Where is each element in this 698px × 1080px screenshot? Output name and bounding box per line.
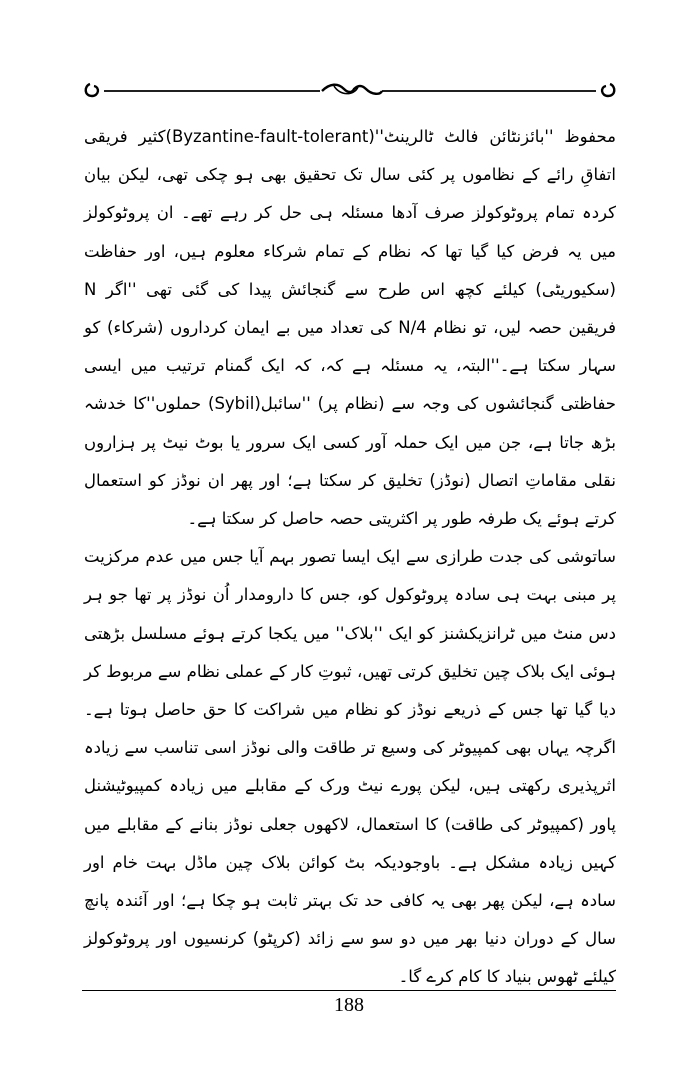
- header-ornament: [82, 74, 618, 104]
- paragraph-1-text: محفوظ ''بائزنٹائن فالٹ ٹالرینٹ''(Byzantine-fault-tolerant)کثیر فریقی اتفاقِ رائے کے نظاموں پر کئی سال تک تحقیق بھی ہو چکی تھی، لیکن بیان کردہ تمام پروٹوکولز صرف آدھا مسئلہ ہی حل کر رہے تھے۔ ان پروٹوکولز میں یہ فرض کیا گیا تھا کہ نظام کے تمام شرکاء معلوم ہیں، اور حفاظت (سکیوریٹی) کیلئے کچھ اس طرح سے گنجائش پیدا کی گئی تھی ''اگر N فریقین حصہ لیں، تو نظام N/4 کی تعداد میں بے ایمان کرداروں (شرکاء) کو سہار سکتا ہے۔''البتہ، یہ مسئلہ ہے کہ، کہ ایک گمنام ترتیب میں ایسی حفاظتی گنجائشوں کی وجہ سے (نظام پر) ''سائبل(Sybil) حملوں''کا خدشہ بڑھ جاتا ہے، جن میں ایک حملہ آور کسی ایک سرور یا بوٹ نیٹ پر ہزاروں نقلی مقاماتِ اتصال (نوڈز) تخلیق کر سکتا ہے؛ اور پھر ان نوڈز کو استعمال کرتے ہوئے یک طرفہ طور پر اکثریتی حصہ حاصل کر سکتا ہے۔: [84, 127, 616, 529]
- paragraph-2-text: ساتوشی کی جدت طرازی سے ایک ایسا تصور بہم آیا جس میں عدم مرکزیت پر مبنی بہت ہی سادہ پروٹوکول کو، جس کا دارومدار اُن نوڈز پر تھا جو ہر دس منٹ میں ٹرانزیکشنز کو ایک ''بلاک'' میں یکجا کرتے ہوئے مسلسل بڑھتی ہوئی ایک بلاک چین تخلیق کرتی تھیں، ثبوتِ کار کے عملی نظام سے مربوط کر دیا گیا تھا جس کے ذریعے نوڈز کو نظام میں شراکت کا حق حاصل ہوتا ہے۔ اگرچہ یہاں بھی کمپیوٹر کی وسیع تر طاقت والی نوڈز اسی تناسب سے زیادہ اثرپذیری رکھتی ہیں، لیکن پورے نیٹ ورک کے مقابلے میں زیادہ کمپیوٹیشنل پاور (کمپیوٹر کی طاقت) کا استعمال، لاکھوں جعلی نوڈز بنانے کے مقابلے میں کہیں زیادہ مشکل ہے۔ باوجودیکہ بٹ کوائن بلاک چین ماڈل بہت خام اور سادہ ہے، لیکن پھر بھی یہ کافی حد تک بہتر ثابت ہو چکا ہے؛ اور آئندہ پانچ سال کے دوران دنیا بھر میں دو سو سے زائد (کرپٹو) کرنسیوں اور پروٹوکولز کیلئے ٹھوس بنیاد کا کام کرے گا۔: [84, 547, 616, 987]
- footer-rule: [82, 990, 616, 991]
- main-text: [84, 118, 616, 997]
- paragraph-2: [84, 538, 616, 996]
- paragraph-1: [84, 118, 616, 538]
- page-number: 188: [334, 994, 364, 1016]
